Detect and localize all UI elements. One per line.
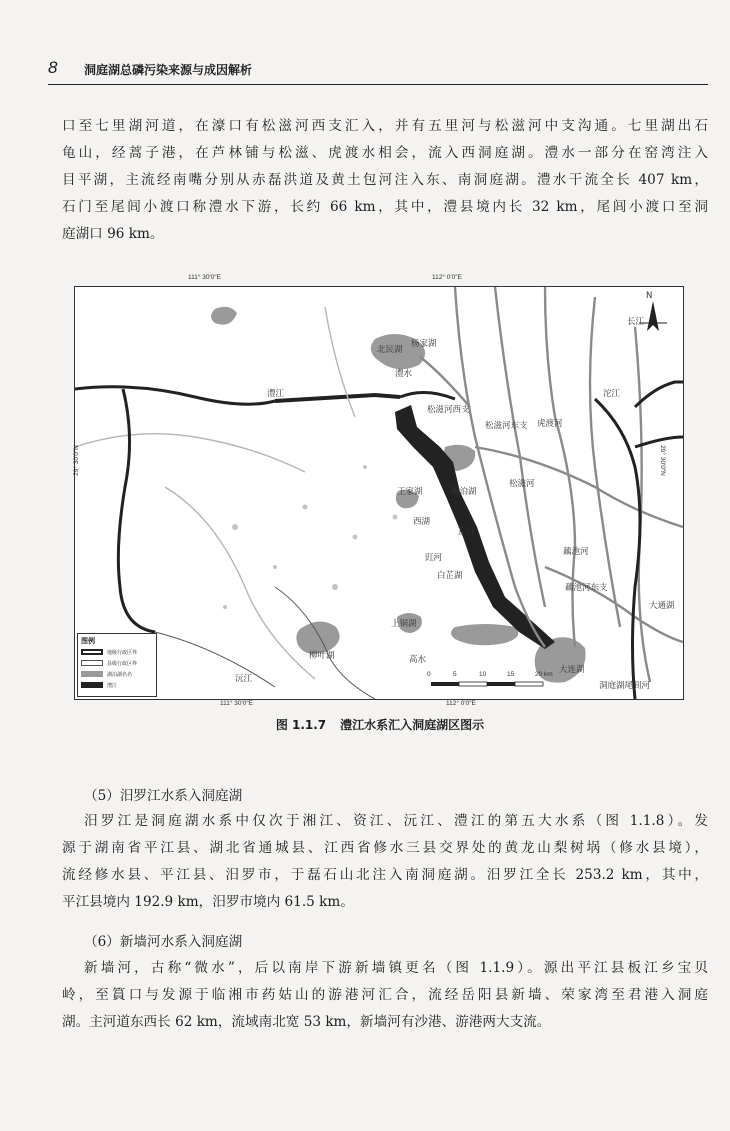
label-dalianhu: 大连湖 xyxy=(559,665,585,675)
lijiang-upper-river xyxy=(275,395,400,401)
label-shangjiahu: 上铜湖 xyxy=(391,619,417,629)
section6-heading: （6）新墙河水系入洞庭湖 xyxy=(84,934,243,950)
label-zaochihe-east: 藕池河东支 xyxy=(565,583,608,593)
small-lakes xyxy=(223,465,398,609)
intro-paragraph xyxy=(62,113,708,248)
small-lake xyxy=(273,565,277,569)
scale-tick: 0 xyxy=(427,671,431,678)
boundary-line xyxy=(155,632,275,687)
figure-caption xyxy=(70,716,690,733)
label-datonghu: 大通湖 xyxy=(649,601,675,611)
label-lijiang: 澧江 xyxy=(267,389,285,399)
legend-label: 湖泊湖名名 xyxy=(107,671,133,678)
legend-label: 澧江 xyxy=(107,682,118,689)
small-lake xyxy=(232,524,238,530)
section5-heading: （5）汨罗江水系入洞庭湖 xyxy=(84,788,243,804)
coord-bottom-right: 112° 0′0″E xyxy=(446,700,476,707)
small-lake xyxy=(303,505,308,510)
coord-bottom-left: 111° 30′0″E xyxy=(220,700,253,707)
section6-line: 新墙河，古称“微水”，后以南岸下游新墙镇更名（图 1.1.9）。源出平江县板江乡宝贝 xyxy=(84,960,708,976)
section6-line: 岭，至篔口与发源于临湘市药姑山的游港河汇合，流经岳阳县新墙、荣家湾至君港入洞庭 xyxy=(62,987,708,1003)
intro-line: 石门至尾闾小渡口称澧水下游，长约 66 km，其中，澧县境内长 32 km，尾闾小渡口至洞 xyxy=(62,199,708,215)
label-beiminhu: 北民湖 xyxy=(377,345,403,355)
section5-line: 流经修水县、平江县、汨罗市，于磊石山北注入南洞庭湖。汨罗江全长 253.2 km，其中， xyxy=(62,867,708,883)
label-baihuhu: 白芷湖 xyxy=(437,571,463,581)
coord-left: 29° 30′0″N xyxy=(72,445,80,476)
legend-row xyxy=(81,648,137,656)
label-wuhe: 五河 xyxy=(457,527,475,537)
river-line xyxy=(165,487,315,679)
label-songzi-east: 松滋河东支 xyxy=(485,421,528,431)
legend-label: 地级行政区界 xyxy=(107,649,138,656)
scale-tick: 5 xyxy=(453,671,457,678)
intro-line: 庭湖口 96 km。 xyxy=(62,226,164,242)
label-zaojiaohe: 藕池河 xyxy=(563,547,589,557)
small-lake xyxy=(393,515,398,520)
intro-line: 目平湖，主流经南嘴分别从赤磊洪道及黄土包河注入东、南洞庭湖。澧水干流全长 407 km， xyxy=(62,172,708,188)
label-yuanjiang: 沅江 xyxy=(235,674,253,684)
label-tuojiang: 沱江 xyxy=(603,389,621,399)
boundary-line xyxy=(75,387,275,404)
boundary-line xyxy=(400,392,455,399)
legend-swatch xyxy=(81,682,103,688)
lake xyxy=(451,624,518,645)
boundary-line xyxy=(118,389,155,632)
boundary-line xyxy=(635,382,683,407)
page-number: 8 xyxy=(48,58,58,77)
north-arrow-label: N xyxy=(646,291,653,301)
header-rule xyxy=(48,84,708,85)
north-arrow-shape xyxy=(647,301,659,331)
label-lishui: 澧水 xyxy=(395,369,413,379)
label-shanhuhu: 珊泊湖 xyxy=(451,487,477,497)
section6-line: 湖。主河道东西长 62 km，流域南北宽 53 km，新墙河有沙港、游港两大支流。 xyxy=(62,1014,551,1030)
scale-segment xyxy=(487,682,515,686)
legend-row xyxy=(81,670,132,678)
running-title: 洞庭湖总磷污染来源与成因解析 xyxy=(84,63,253,77)
small-lake xyxy=(223,605,227,609)
label-wangjiahu: 王家湖 xyxy=(397,487,423,497)
coord-right: 29° 30′0″N xyxy=(658,445,666,476)
label-songzi-west: 松滋河西支 xyxy=(427,405,470,415)
label-yangjiahu: 杨家湖 xyxy=(411,339,437,349)
label-hudu: 虎渡河 xyxy=(537,419,563,429)
coord-top-left: 111° 30′0″E xyxy=(188,274,221,281)
coord-top-right: 112° 0′0″E xyxy=(432,274,462,281)
legend-row xyxy=(81,681,117,689)
legend-swatch xyxy=(81,671,103,677)
section5-line: 汨罗江是洞庭湖水系中仅次于湘江、资江、沅江、澧江的第五大水系（图 1.1.8）。发 xyxy=(84,813,708,829)
scale-segment xyxy=(431,682,459,686)
label-dongtinghu-tail: 洞庭湖尾闾河 xyxy=(599,681,651,691)
small-lake xyxy=(353,535,358,540)
legend-swatch xyxy=(81,649,103,655)
county-boundaries xyxy=(155,587,375,699)
legend-swatch xyxy=(81,660,103,666)
label-gaoshui: 高水 xyxy=(409,655,427,665)
section5-line: 源于湖南省平江县、湖北省通城县、江西省修水三县交界处的黄龙山梨树埚（修水县境）， xyxy=(62,840,708,856)
scale-segment xyxy=(459,682,487,686)
section6-paragraph xyxy=(62,955,708,1036)
legend-row xyxy=(81,659,137,667)
figure-number: 图 1.1.7 xyxy=(275,718,327,732)
lake xyxy=(211,307,237,325)
scale-tick: 20 km xyxy=(535,671,553,678)
label-xihu: 西湖 xyxy=(413,517,431,527)
label-liuyehu: 柳叶湖 xyxy=(309,651,335,661)
figure-title: 澧江水系汇入洞庭湖区图示 xyxy=(340,718,485,732)
label-changjiang: 长江 xyxy=(627,317,645,327)
river-line xyxy=(495,287,545,607)
scale-tick: 10 xyxy=(479,671,487,678)
legend-title: 图例 xyxy=(81,637,95,645)
section5-paragraph xyxy=(62,808,708,916)
scale-bar-graphic xyxy=(431,682,543,686)
label-xiaohe: 豇河 xyxy=(425,553,443,563)
map-frame xyxy=(74,286,684,700)
river-line xyxy=(75,434,305,472)
scale-tick: 15 xyxy=(507,671,515,678)
small-lake xyxy=(332,584,338,590)
boundary-line xyxy=(595,399,640,699)
river-line xyxy=(325,307,355,417)
label-songzi: 松滋河 xyxy=(509,479,535,489)
intro-line: 口至七里湖河道，在濠口有松滋河西支汇入，并有五里河与松滋河中支沟通。七里湖出石 xyxy=(62,118,708,134)
map-legend xyxy=(77,633,157,697)
intro-line: 龟山，经蒿子港，在芦林铺与松滋、虎渡水相会，流入西洞庭湖。澧水一部分在窑湾注入 xyxy=(62,145,708,161)
river-line xyxy=(475,447,683,527)
river-line xyxy=(590,297,620,627)
scale-segment xyxy=(515,682,543,686)
small-lake xyxy=(363,465,367,469)
section5-line: 平江县境内 192.9 km，汨罗市境内 61.5 km。 xyxy=(62,894,354,910)
figure-map xyxy=(70,268,690,732)
river-line xyxy=(635,327,650,682)
page-header xyxy=(48,52,708,86)
legend-label: 县级行政区界 xyxy=(107,660,138,667)
